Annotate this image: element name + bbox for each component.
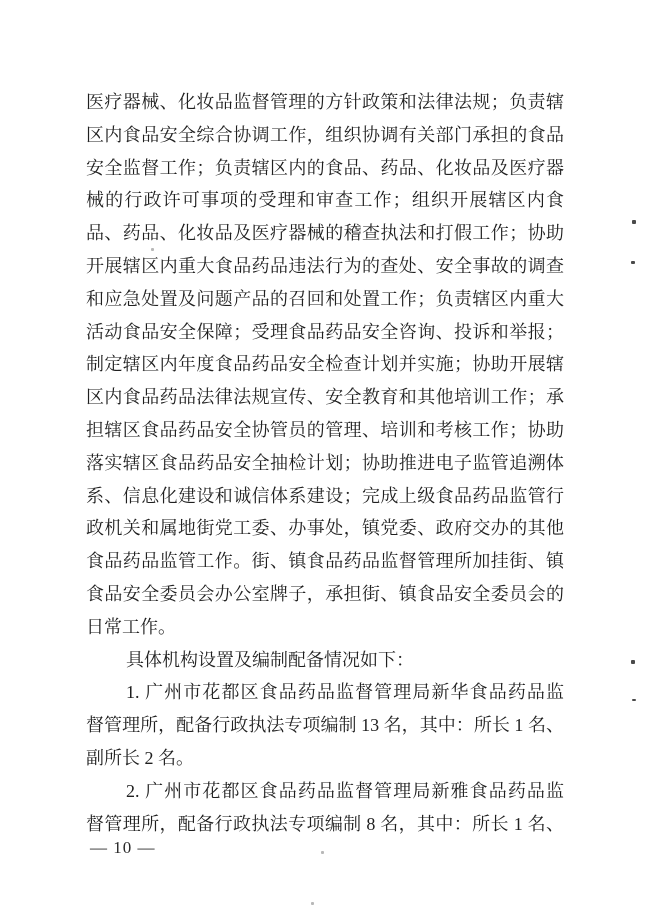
body-line: 区内食品安全综合协调工作，组织协调有关部门承担的食品	[86, 124, 564, 145]
body-line: 品、药品、化妆品及医疗器械的稽查执法和打假工作；协助	[86, 223, 564, 244]
section-intro-line: 具体机构设置及编制配备情况如下：	[126, 649, 414, 670]
body-line: 食品安全委员会办公室牌子，承担街、镇食品安全委员会的	[86, 583, 564, 604]
list-item-2-line: 督管理所，配备行政执法专项编制 8 名，其中：所长 1 名、	[86, 813, 564, 834]
list-item-1-line: 副所长 2 名。	[86, 747, 194, 768]
body-line: 制定辖区内年度食品药品安全检查计划并实施；协助开展辖	[86, 354, 564, 375]
body-line: 政机关和属地街党工委、办事处，镇党委、政府交办的其他	[86, 518, 564, 539]
scan-artifact	[151, 248, 154, 251]
body-line: 落实辖区食品药品安全抽检计划；协助推进电子监管追溯体	[86, 452, 564, 473]
list-item-1-line: 督管理所，配备行政执法专项编制 13 名，其中：所长 1 名、	[86, 715, 564, 736]
body-line: 系、信息化建设和诚信体系建设；完成上级食品药品监管行	[86, 485, 564, 506]
scan-artifact	[631, 261, 635, 264]
body-line: 开展辖区内重大食品药品违法行为的查处、安全事故的调查	[86, 255, 564, 276]
body-line: 活动食品安全保障；受理食品药品安全咨询、投诉和举报；	[86, 321, 564, 342]
scan-artifact	[321, 851, 324, 854]
scan-artifact	[631, 660, 635, 664]
document-body	[86, 86, 564, 840]
scan-artifact	[632, 699, 636, 701]
scan-artifact	[632, 220, 636, 224]
body-line: 食品药品监管工作。街、镇食品药品监督管理所加挂街、镇	[86, 551, 564, 572]
list-item-2-line: 2. 广州市花都区食品药品监督管理局新雅食品药品监	[126, 780, 564, 801]
body-line: 担辖区食品药品安全协管员的管理、培训和考核工作；协助	[86, 419, 564, 440]
body-line: 区内食品药品法律法规宣传、安全教育和其他培训工作；承	[86, 387, 564, 408]
page-number: — 10 —	[90, 838, 156, 857]
body-line: 日常工作。	[86, 616, 176, 637]
body-line: 械的行政许可事项的受理和审查工作；组织开展辖区内食	[86, 190, 564, 211]
list-item-1-line: 1. 广州市花都区食品药品监督管理局新华食品药品监	[126, 682, 564, 703]
body-line: 医疗器械、化妆品监督管理的方针政策和法律法规；负责辖	[86, 92, 564, 112]
body-line: 安全监督工作；负责辖区内的食品、药品、化妆品及医疗器	[86, 157, 564, 178]
scan-artifact	[311, 902, 314, 905]
body-line: 和应急处置及问题产品的召回和处置工作；负责辖区内重大	[86, 288, 564, 309]
